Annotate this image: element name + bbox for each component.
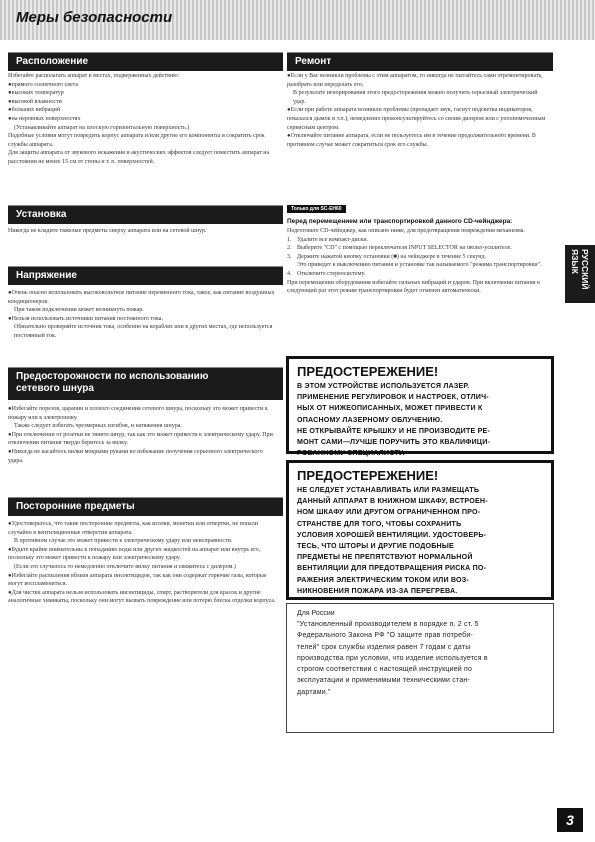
cd-box-step: 3. Держите нажатой кнопку остановки (■) на чейнджере в течение 5 секунд.	[287, 253, 487, 260]
russia-line: Федерального Закона РФ "О защите прав потреби-	[297, 632, 474, 640]
installation-line: Никогда не кладите тяжелые предметы сверху аппарата или на сетевой шнур.	[8, 228, 207, 234]
cd-box-step: 2. Выберите "CD" с помощью переключателя INPUT SELECTOR на пюльт-усилителе.	[287, 245, 512, 252]
warning-line: ВЕНТИЛЯЦИИ ДЛЯ ПРЕДОТВРАЩЕНИЯ РИСКА ПО-	[297, 564, 487, 573]
section-heading-cord	[8, 368, 283, 400]
warning-line: НИКНОВЕНИЯ ПОЖАРА ИЗ-ЗА ПЕРЕГРЕВА.	[297, 586, 458, 595]
russia-line: строгом соответствии с настоящей инструкцией по	[297, 666, 473, 674]
russia-line: "Установленный производителем в порядке п. 2 ст. 5	[297, 621, 479, 628]
cord-line: Также следует избегать чрезмерных изгибов, и натяжения шнура.	[14, 423, 182, 430]
foreign-line: (Если это случилось то немедленно отключите вилку питания и свяжитесь с дилером.)	[14, 563, 236, 570]
warning-line: НЫХ ОТ НИЖЕОПИСАННЫХ, МОЖЕТ ПРИВЕСТИ К	[297, 404, 483, 413]
warning-title: ПРЕДОСТЕРЕЖЕНИЕ!	[297, 364, 439, 379]
russia-line: эксплуатации и применимыми техническими стан-	[297, 677, 471, 685]
ventilation-warning-box	[286, 460, 554, 600]
foreign-line: ●Удостоверьтесь, что такие посторонние предметы, как иголки, монетки или отвертки, не попали случайно в вентиляционные отверстия аппарата.	[8, 521, 258, 536]
repair-line: В результате игнорирования этого предостережения можно получить серьезный электрический удар.	[293, 90, 538, 105]
installation-text	[8, 227, 278, 236]
placement-line: ●прямого солнечного света	[8, 81, 79, 88]
warning-line: ТЕСЬ, ЧТО ШТОРЫ И ДРУГИЕ ПОДОБНЫЕ	[297, 542, 454, 551]
voltage-text	[8, 289, 278, 341]
placement-text	[8, 72, 278, 167]
cd-box-intro: Подготовьте CD-чейнджер, как описано ниже, для предотвращения повреждения механизма.	[287, 228, 525, 234]
placement-line: ●высоких температур	[8, 90, 64, 97]
russia-line: производства при условии, что изделие используется в	[297, 654, 488, 662]
cd-box-step: 4. Отключите стереосистему.	[287, 270, 366, 277]
placement-line: Избегайте располагать аппарат в местах, подверженных действию:	[8, 73, 180, 79]
russia-label: Для России	[297, 610, 335, 617]
section-heading-voltage: Напряжение	[8, 267, 283, 285]
warning-line: НЕ ОТКРЫВАЙТЕ КРЫШКУ И НЕ ПРОИЗВОДИТЕ РЕ-	[297, 426, 491, 435]
page-title-bar	[0, 0, 595, 40]
foreign-line: ●Избегайте распыления вблизи аппарата инсектицидов, так как они содержат горючие газы, которые могут воспламениться.	[8, 572, 267, 588]
foreign-text	[8, 520, 278, 606]
russia-line: телей" срок службы изделия равен 7 годам с даты	[297, 643, 471, 651]
page-title: Меры безопасности	[16, 9, 173, 26]
russia-service-life-box	[286, 603, 554, 733]
cord-heading-line: сетевого шнура	[16, 383, 94, 394]
placement-line: Подобные условия могут повредить корпус аппарата и/или другие его компоненты и сократить срок службы аппарата.	[8, 133, 265, 148]
cord-text	[8, 405, 278, 465]
voltage-line: ●Нельзя использовать источники питания постоянного тока.	[8, 315, 163, 322]
language-tab-label: РУССКИЙ ЯЗЫК	[570, 249, 590, 290]
cord-line: ●Избегайте порезов, царапин и плохого соединения сетевого шнура, поскольку это может привести к пожару или к электрошоку.	[8, 406, 268, 421]
cd-box-step: 1. Удалите все компакт-диски.	[287, 236, 369, 243]
warning-line: РАЖЕНИЯ ЭЛЕКТРИЧЕСКИМ ТОКОМ ИЛИ ВОЗ-	[297, 575, 469, 584]
warning-line: НОМ ШКАФУ ИЛИ ДРУГОМ ОГРАНИЧЕННОМ ПРО-	[297, 508, 481, 517]
cd-changer-box	[287, 197, 553, 296]
voltage-line: ●Очень опасно использовать высоковольтное питание переменного тока, такое, как питание воздушных кондиционеров.	[8, 290, 275, 305]
section-heading-repair: Ремонт	[287, 53, 553, 71]
placement-line: ●высокой влажности	[8, 98, 62, 105]
voltage-line: При таком подключении может возникнуть пожар.	[14, 307, 144, 314]
placement-line: ●больших вибраций	[8, 107, 61, 114]
foreign-line: ●Для чистки аппарата нельзя использовать инсектициды, спирт, растворители для красок и другие аналогичные химикаты, поскольку они могут вызвать повреждение или потерю блеска отделки корпуса.	[8, 589, 276, 605]
cord-line: ●При отключении от розетки не тяните шнур, так как это может привести к электрическому удару. При отключении питания твердо беритесь за вилку.	[8, 431, 273, 447]
placement-line: ●на неровных поверхностях	[8, 115, 81, 122]
model-tag: Только для SC-EH60	[287, 205, 346, 213]
repair-text	[287, 72, 551, 149]
warning-line: УСЛОВИЯ ХОРОШЕЙ ВЕНТИЛЯЦИИ. УДОСТОВЕРЬ-	[297, 530, 487, 539]
repair-line: ●Если у Вас возникли проблемы с этим аппаратом, то никогда не пытайтесь сами отремонтировать, разобрать или переделать его.	[287, 73, 543, 88]
cord-heading-line: Предосторожности по использованию	[16, 371, 209, 382]
warning-line: В ЭТОМ УСТРОЙСТВЕ ИСПОЛЬЗУЕТСЯ ЛАЗЕР.	[297, 382, 470, 390]
warning-line: МОНТ САМИ—ЛУЧШЕ ПОРУЧИТЬ ЭТО КВАЛИФИЦИ-	[297, 438, 491, 447]
warning-line: СТРАНСТВЕ ДЛЯ ТОГО, ЧТОБЫ СОХРАНИТЬ	[297, 519, 462, 528]
foreign-line: ●Будьте крайне внимательны к попаданию воды или других жидкостей на аппарат или внутрь его, поскольку это может привести к пожару или электрическому удару.	[8, 546, 261, 562]
voltage-line: Обязательно проверяйте источник тока, особенно на кораблях или в других местах, где используется постоянный ток.	[14, 324, 273, 339]
section-heading-foreign: Посторонние предметы	[8, 498, 283, 516]
foreign-line: В противном случае это может привести к электрическому удару или неисправности.	[14, 538, 233, 545]
repair-line: ●Отключайте питание аппарата, если не пользуетесь им в течение продолжительного времени. В противном случае может сократиться срок его службы.	[287, 133, 536, 148]
cd-box-steps	[287, 236, 553, 279]
russia-line: дартами."	[297, 688, 331, 696]
cd-box-outro: При перемещении оборудования избегайте сильных вибраций и ударов. При включении питания в следующий раз этот режим транспортировки будет отменен автоматически.	[287, 279, 540, 295]
warning-line: ПРЕДМЕТЫ НЕ ПРЕПЯТСТВУЮТ НОРМАЛЬНОЙ	[297, 553, 473, 562]
laser-warning-box	[286, 356, 554, 458]
cd-box-step: Это приведет к выключению питания и установке так называемого "режима транспортировки".	[297, 262, 542, 269]
cd-box-heading: Перед перемещением или транспортировкой данного CD-чейнджера:	[287, 218, 513, 225]
cord-line: ●Никогда не касайтесь вилки мокрыми руками во избежание получения серьезного электрического удара.	[8, 448, 263, 464]
warning-line: ПРИМЕНЕНИЕ РЕГУЛИРОВОК И НАСТРОЕК, ОТЛИЧ-	[297, 393, 489, 402]
warning-line: ОПАСНОМУ ЛАЗЕРНОМУ ОБЛУЧЕНИЮ.	[297, 415, 443, 424]
repair-line: ●Если при работе аппарата возникли проблемы (пропадает звук, гаснут подсветка индикаторов, показался дымок и т.п.), немедленно проконсультируйтесь со своим дилером или с уполномоченным сервисным центром.	[287, 107, 546, 131]
section-heading-placement: Расположение	[8, 53, 283, 71]
warning-line: РОВАННОМУ СПЕЦИАЛИСТУ.	[297, 449, 405, 458]
warning-line: НЕ СЛЕДУЕТ УСТАНАВЛИВАТЬ ИЛИ РАЗМЕЩАТЬ	[297, 486, 480, 494]
language-tab	[565, 245, 595, 303]
placement-line: (Устанавливайте аппарат на плоскую горизонтальную поверхность.)	[14, 124, 190, 131]
warning-title: ПРЕДОСТЕРЕЖЕНИЕ!	[297, 468, 439, 483]
placement-line: Для защиты аппарата от звукового искажения и акустических эффектов следует поместить аппарат на расстоянии не менее 15 см от стены и т. п. поверхностей.	[8, 150, 270, 165]
page-number: 3	[557, 808, 583, 832]
section-heading-installation: Установка	[8, 206, 283, 224]
warning-line: ДАННЫЙ АППАРАТ В КНИЖНОМ ШКАФУ, ВСТРОЕН-	[297, 497, 488, 506]
